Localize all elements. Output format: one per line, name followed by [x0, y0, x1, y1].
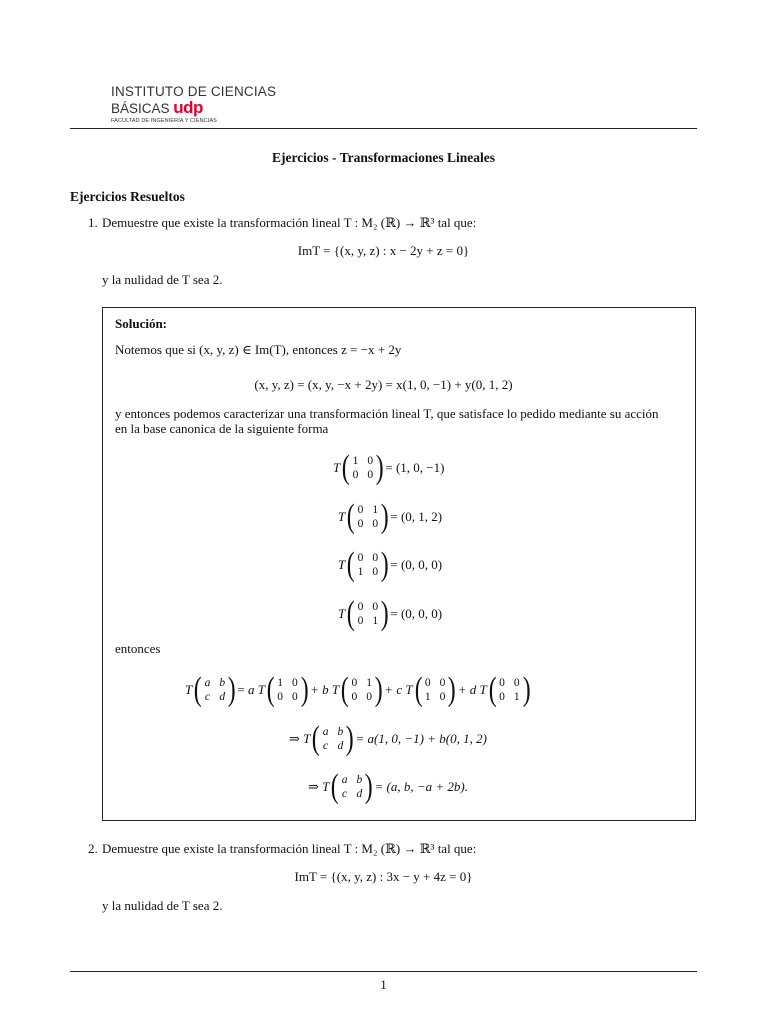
- general-matrix: ( a b c d ): [193, 671, 236, 708]
- basis-result-1: = (1, 0, −1): [385, 460, 445, 475]
- implication-eq-2: [308, 770, 468, 804]
- linear-combination-eq: [185, 673, 532, 707]
- ex1-image-equation: ImT = {(x, y, z) : x − 2y + z = 0}: [297, 243, 470, 258]
- matrix: ( 0 0 0 1 ): [346, 595, 389, 632]
- logo-basicas: BÁSICAS: [111, 101, 174, 116]
- matrix: ( 0 0 1 0 ): [346, 546, 389, 583]
- basis-eq-4: [338, 597, 442, 631]
- ex2-image-equation: ImT = {(x, y, z) : 3x − y + 4z = 0}: [294, 869, 473, 884]
- ex1-nullity: y la nulidad de T sea 2.: [102, 272, 223, 287]
- institution-logo: [111, 84, 276, 124]
- t-symbol: T: [338, 509, 346, 524]
- t-symbol: T: [338, 606, 346, 621]
- solution-p1: Notemos que si (x, y, z) ∈ Im(T), entonces z = −x + 2y: [115, 342, 402, 357]
- ex2-number: 2.: [88, 841, 98, 856]
- basis-eq-1: [333, 451, 444, 485]
- solution-p2a: y entonces podemos caracterizar una transformación lineal T, que satisface lo pedido mediante su acción: [115, 406, 659, 421]
- matrix: ( 0 0 1 0 ): [414, 671, 457, 708]
- logo-line1: INSTITUTO DE CIENCIAS: [111, 84, 277, 99]
- implication-result-2: = (a, b, −a + 2b).: [374, 779, 469, 794]
- solution-p2b: en la base canonica de la siguiente forma: [115, 421, 329, 436]
- ex1-number: 1.: [88, 215, 98, 230]
- logo-udp: udp: [173, 98, 203, 117]
- header-rule: [70, 128, 697, 129]
- matrix: ( 0 1 0 0 ): [346, 498, 389, 535]
- general-matrix: ( a b c d ): [312, 720, 354, 757]
- implies-t: ⇒ T: [289, 731, 311, 746]
- logo-line2: [111, 99, 276, 117]
- basis-result-4: = (0, 0, 0): [390, 606, 443, 621]
- t-symbol: T: [333, 460, 341, 475]
- solution-eq1: (x, y, z) = (x, y, −x + 2y) = x(1, 0, −1) + y(0, 1, 2): [254, 377, 513, 392]
- t-symbol: T: [338, 557, 346, 572]
- section-heading: Ejercicios Resueltos: [70, 189, 185, 204]
- implication-result-1: = a(1, 0, −1) + b(0, 1, 2): [355, 731, 487, 746]
- b-term: + b T: [310, 682, 340, 697]
- t-symbol: T: [185, 682, 193, 697]
- basis-eq-3: [338, 548, 442, 582]
- page-number: 1: [380, 977, 387, 992]
- a-term: a T: [247, 682, 265, 697]
- footer-rule: [70, 971, 697, 972]
- matrix: ( 0 1 0 0 ): [340, 671, 383, 708]
- basis-result-3: = (0, 0, 0): [390, 557, 443, 572]
- general-matrix: ( a b c d ): [331, 768, 373, 805]
- solution-heading: Solución:: [115, 316, 168, 331]
- matrix: ( 1 0 0 0 ): [341, 449, 384, 486]
- ex2-statement: Demuestre que existe la transformación lineal T : M₂ (ℝ) → ℝ³ tal que:: [102, 841, 477, 856]
- equals-sign: =: [237, 682, 245, 697]
- matrix: ( 0 0 0 1 ): [488, 671, 531, 708]
- c-term: + c T: [384, 682, 413, 697]
- basis-result-2: = (0, 1, 2): [390, 509, 443, 524]
- ex2-nullity: y la nulidad de T sea 2.: [102, 898, 223, 913]
- implies-t: ⇒ T: [308, 779, 330, 794]
- page-title: Ejercicios - Transformaciones Lineales: [271, 150, 496, 165]
- ex1-statement: Demuestre que existe la transformación lineal T : M₂ (ℝ) → ℝ³ tal que:: [102, 215, 477, 230]
- implication-eq-1: [289, 722, 487, 756]
- logo-line3: FACULTAD DE INGENIERÍA Y CIENCIAS: [111, 118, 217, 124]
- d-term: + d T: [457, 682, 487, 697]
- matrix: ( 1 0 0 0 ): [266, 671, 309, 708]
- basis-eq-2: [338, 500, 442, 534]
- solution-entonces: entonces: [115, 641, 161, 656]
